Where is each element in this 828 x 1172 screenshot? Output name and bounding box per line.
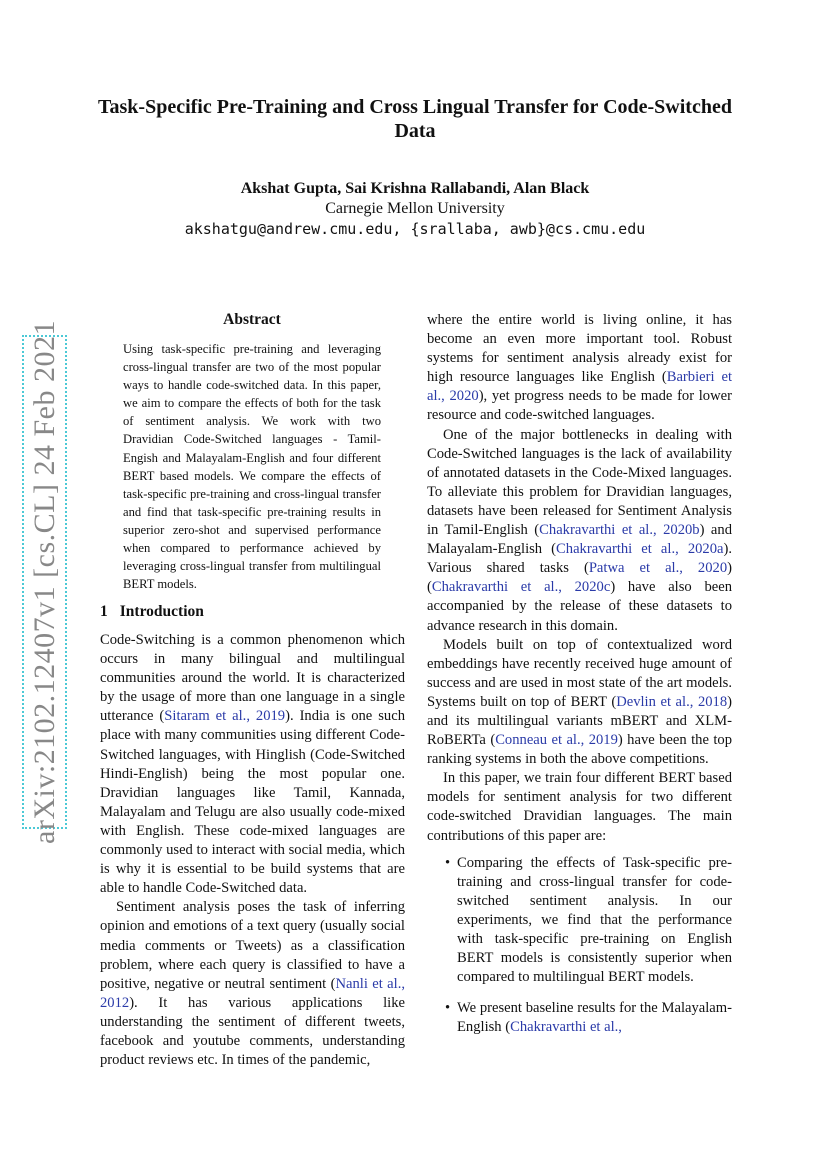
section-number: 1 xyxy=(100,603,108,620)
intro-paragraph-3: where the entire world is living online, it has become an even more important tool. Robust systems for sentiment analysis already exist for high resource languages like English (Barbieri et al., 2020), yet progress needs to be made for lower resource and code-switched languages. xyxy=(427,312,732,424)
abstract-heading: Abstract xyxy=(223,311,281,328)
intro-paragraph-2: Sentiment analysis poses the task of inferring opinion and emotions of a text query (usually social media comments or Tweets) as a classification problem, where each query is classified to have a positive, negative or neutral sentiment (Nanli et al., 2012). It has various applications like understanding the sentiment of different tweets, facebook and youtube comments, understanding product reviews etc. In times of the pandemic, xyxy=(100,899,405,1069)
list-item: • Comparing the effects of Task-specific pre-training and cross-lingual transfer for code-switched sentiment analysis. In our experiments, we find that the performance with task-specific pre-training on English BERT models is consistently superior when compared to multilingual BERT models. xyxy=(445,854,732,986)
intro-paragraph-1: Code-Switching is a common phenomenon which occurs in many bilingual and multilingual communities around the world. It is characterized by the usage of more than one language in a single utterance (Sitaram et al., 2019). India is one such place with many communities using different Code-Switched languages, with Hinglish (Code-Switched Hindi-English) being the most popular one. Dravidian languages like Tamil, Kannada, Malayalam and Telugu are also usually code-mixed with English. These code-mixed languages are commonly used to interact with social media, which is why it is essential to be build systems that are able to handle Code-Switched data. xyxy=(100,632,405,897)
section-heading-introduction xyxy=(100,603,405,621)
citation-link[interactable]: Chakravarthi et al., xyxy=(510,1019,622,1036)
intro-paragraph-6: In this paper, we train four different BERT based models for sentiment analysis for two different code-switched Dravidian languages. The main contributions of this paper are: xyxy=(427,770,732,844)
citation-link[interactable]: Chakravarthi et al., 2020c xyxy=(431,579,611,596)
contributions-list xyxy=(427,854,732,1038)
paper-affiliation: Carnegie Mellon University xyxy=(325,200,505,217)
arxiv-side-stamp xyxy=(22,320,67,844)
right-column xyxy=(427,311,732,1049)
citation-link[interactable]: Barbieri et al., 2020 xyxy=(427,369,732,405)
citation-link[interactable]: Devlin et al., 2018 xyxy=(616,693,728,710)
arxiv-stamp-text: arXiv:2102.12407v1 [cs.CL] 24 Feb 2021 xyxy=(27,320,61,844)
bullet-icon: • xyxy=(445,854,451,871)
citation-link[interactable]: Patwa et al., 2020 xyxy=(588,560,728,577)
intro-paragraph-4: One of the major bottlenecks in dealing with Code-Switched languages is the lack of availability of annotated datasets in the Code-Mixed languages. To alleviate this problem for Dravidian languages, datasets have been released for Sentiment Analysis in Tamil-English (Chakravarthi et al., 2020b) and Malayalam-English (Chakravarthi et al., 2020a). Various shared tasks (Patwa et al., 2020) (Chakravarthi et al., 2020c) have also been accompanied by the release of these datasets to advance research in this domain. xyxy=(427,426,733,634)
citation-link[interactable]: Chakravarthi et al., 2020a xyxy=(556,541,724,558)
bullet-icon: • xyxy=(445,1000,451,1017)
paper-emails: akshatgu@andrew.cmu.edu, {srallaba, awb}@cs.cmu.edu xyxy=(184,220,646,238)
citation-link[interactable]: Nanli et al., 2012 xyxy=(100,975,405,1011)
paper-authors: Akshat Gupta, Sai Krishna Rallabandi, Alan Black xyxy=(240,180,590,197)
intro-paragraph-5: Models built on top of contextualized word embeddings have recently received huge amount of success and are used in most state of the art models. Systems built on top of BERT (Devlin et al., 2018) and its multilingual variants mBERT and XLM-RoBERTa (Conneau et al., 2019) have been the top ranking systems in both the above competitions. xyxy=(427,636,733,768)
abstract-text: Using task-specific pre-training and leveraging cross-lingual transfer are two of the most popular ways to handle code-switched data. In this paper, we aim to compare the effects of both for the task of sentiment analysis. We work with two Dravidian Code-Switched languages - Tamil-Engish and Malayalam-English and four different BERT based models. We compare the effects of task-specific pre-training and cross-lingual transfer and find that task-specific pre-training results in superior zero-shot and supervised performance when compared to performance achieved by leveraging cross-lingual transfer from multilingual BERT models. xyxy=(123,342,381,592)
list-item: • We present baseline results for the Malayalam-English (Chakravarthi et al., xyxy=(445,1000,732,1036)
citation-link[interactable]: Conneau et al., 2019 xyxy=(495,732,618,749)
left-column xyxy=(100,631,405,1070)
paper-title: Task-Specific Pre-Training and Cross Lingual Transfer for Code-Switched Data xyxy=(98,96,732,142)
citation-link[interactable]: Sitaram et al., 2019 xyxy=(164,708,286,725)
section-title: Introduction xyxy=(119,603,204,620)
citation-link[interactable]: Chakravarthi et al., 2020b xyxy=(539,522,700,539)
